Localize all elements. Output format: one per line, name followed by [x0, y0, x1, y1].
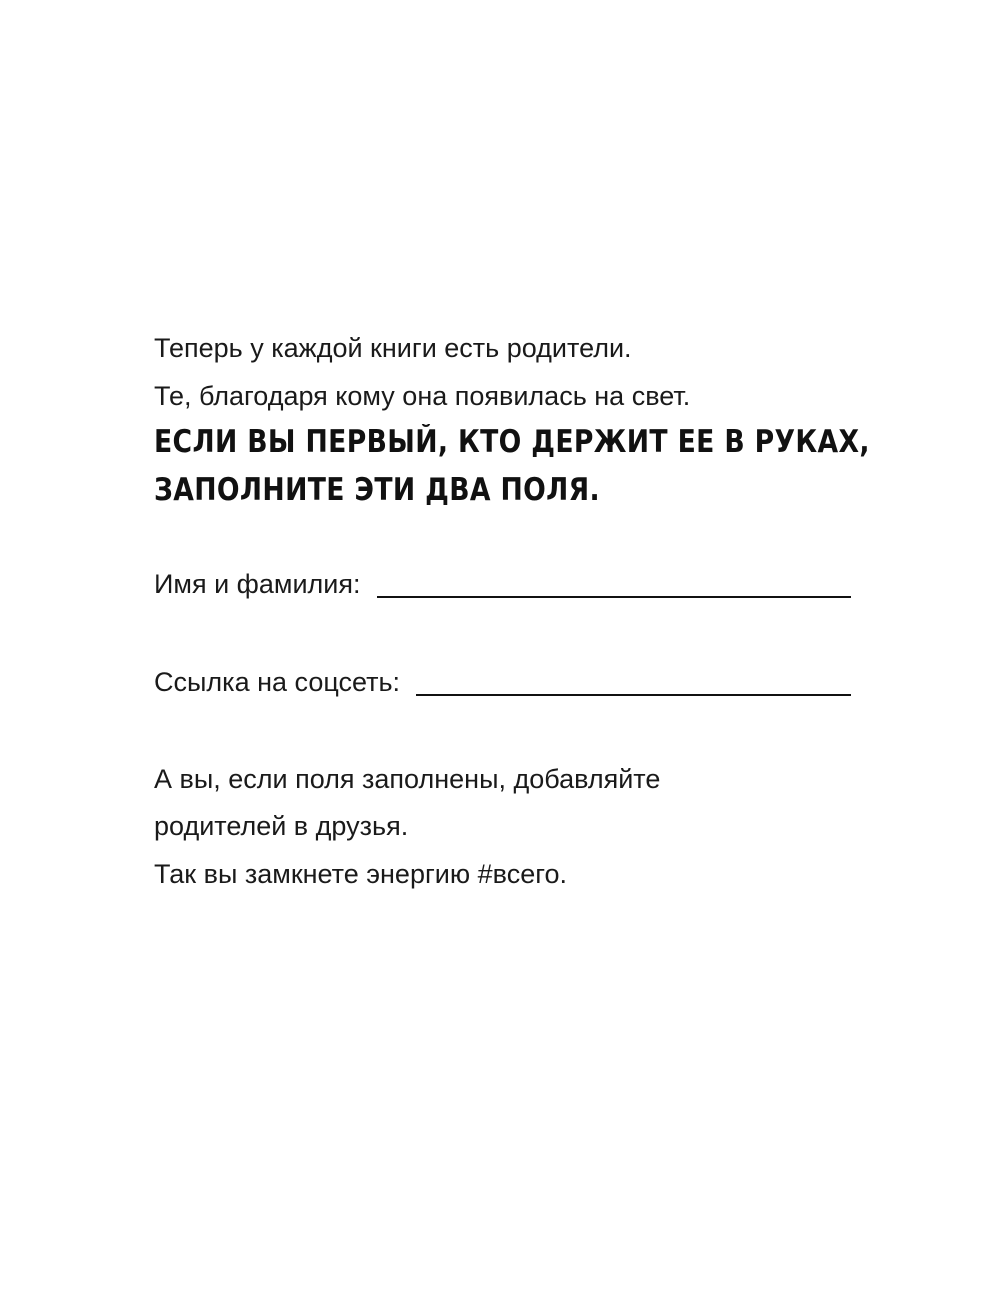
name-field-row	[154, 568, 851, 600]
name-field[interactable]	[377, 568, 851, 598]
heading-line-2: ЗАПОЛНИТЕ ЭТИ ДВА ПОЛЯ.	[154, 472, 601, 508]
intro-text-line-1: Теперь у каждой книги есть родители.	[154, 333, 632, 363]
outro-text-line-3: Так вы замкнете энергию #всего.	[154, 859, 567, 889]
social-field-row	[154, 666, 851, 698]
heading-line-1: ЕСЛИ ВЫ ПЕРВЫЙ, КТО ДЕРЖИТ ЕЕ В РУКАХ,	[154, 424, 870, 460]
intro-text-line-2: Те, благодаря кому она появилась на свет.	[154, 381, 691, 411]
outro-text-line-2: родителей в друзья.	[154, 811, 409, 841]
name-field-label: Имя и фамилия:	[154, 569, 361, 599]
social-link-field[interactable]	[416, 666, 851, 696]
social-field-label: Ссылка на соцсеть:	[154, 667, 401, 697]
outro-text-line-1: А вы, если поля заполнены, добавляйте	[154, 764, 661, 794]
